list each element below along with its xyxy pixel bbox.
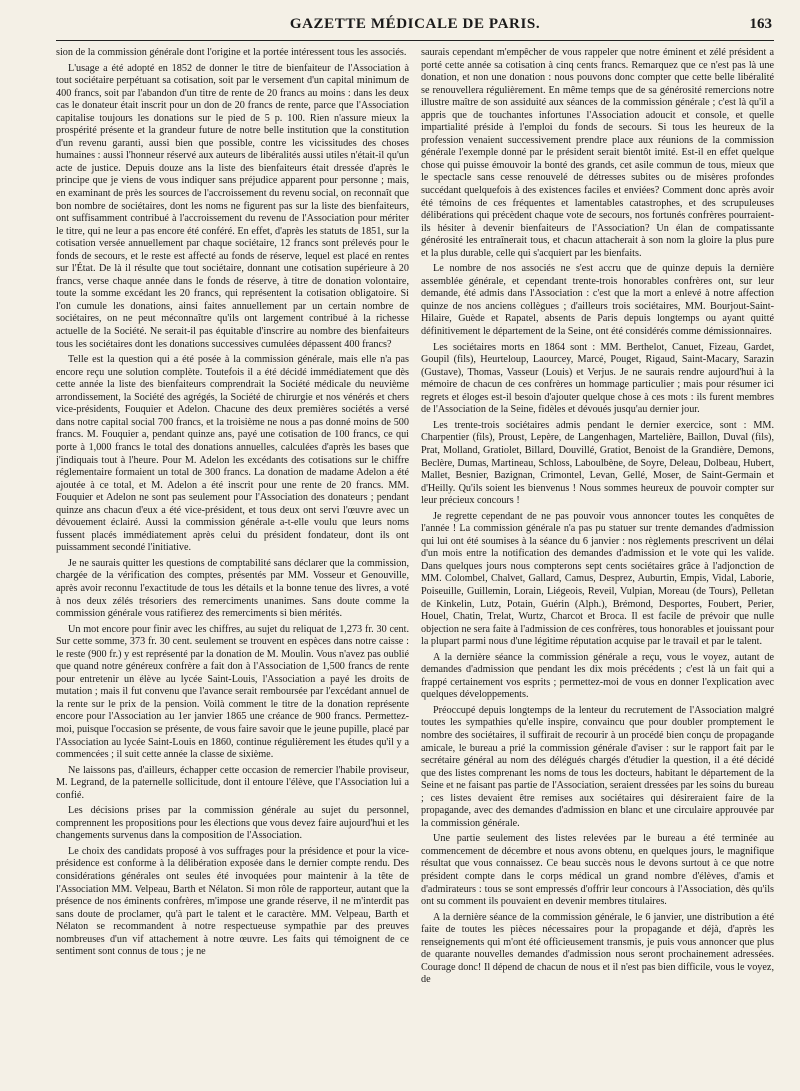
paragraph: Ne laissons pas, d'ailleurs, échapper cette occasion de remercier l'habile proviseur, M. Legrand, de la paternelle sollicitude, dont il entoure l'élève, que l'Association lui a confié.	[56, 764, 409, 801]
publication-title: GAZETTE MÉDICALE DE PARIS.	[289, 16, 541, 32]
paragraph: Le nombre de nos associés ne s'est accru que de quinze depuis la dernière assemblée générale, et cependant trente-trois honorables confrères ont, sur leur demande, été admis dans l'Association : c'est que la mort a enlevé à notre affection quinze de nos anciens collègues ; d'ailleurs trois sociétaires, MM. Bourjout-Saint-Hilaire, Guède et Rapatel, absents de Paris depuis longtemps ou ayant quitté définitivement le département de la Seine, ont été considérés comme démissionnaires.	[421, 263, 774, 338]
paragraph: Les décisions prises par la commission générale au sujet du personnel, comprennent les propositions pour les élections que vous devez faire aujourd'hui et les changements survenus dans la composition de l'Association.	[56, 805, 409, 842]
paragraph: A la dernière séance la commission générale a reçu, vous le voyez, autant de demandes d'admission que pendant les dix mois précédents ; c'est là un fait qui a frappé certainement vos esprits ; permettez-moi de vous en donner l'explication avec quelques développements.	[421, 651, 774, 701]
paragraph: L'usage a été adopté en 1852 de donner le titre de bienfaiteur de l'Association à tout sociétaire perpétuant sa cotisation, soit par le versement d'un capital minimum de 400 francs, soit par l'abandon d'un titre de rente de 20 francs au moins : dans les deux cas le donateur était inscrit pour un don de 20 francs de rente, parce que l'Association capitalise toujours les donations sur le pied de 5 p. 100. Rien n'assure mieux la prospérité présente et la grandeur future de notre belle institution que la constitution d'un revenu garanti, aussi bien que possible, contre les vicissitudes des choses humaines : aussi l'honneur réservé aux auteurs de libéralités aussi utiles n'était-il qu'un acte de justice. Depuis douze ans la liste des bienfaiteurs était dressée d'après le principe que je viens de vous indiquer sans préjudice apparent pour personne ; mais, en examinant de près les sources de l'accroissement du revenu social, on reconnaît que bon nombre de sociétaires, dont les noms ne figurent pas sur la liste des bienfaiteurs, ont suffisamment contribué à l'accroissement du revenu de l'Association pour mériter le titre, qui ne leur a pas encore été conféré. En effet, d'après les statuts de 1851, sur la cotisation versée annuellement par chaque sociétaire, 12 francs sont prélevés pour le fonds de secours, et le reste est affecté au fonds de réserve, lequel est placé en rentes sur l'État. De là il résulte que tout sociétaire, donnant une cotisation supérieure à 20 francs, verse chaque année dans le fonds de réserve, à titre de donation volontaire, toute la somme excédant les 20 francs, qui représentent la cotisation obligatoire. Si l'on cumule les donations, ainsi faites annuellement par un certain nombre de sociétaires, on ne peut méconnaître qu'ils ont largement contribué à la richesse actuelle de la Société. Ne serait-il pas équitable d'inscrire au nombre des bienfaiteurs tous les sociétaires dont les donations successives cumulées dépassent 400 francs?	[56, 62, 409, 350]
paragraph: Telle est la question qui a été posée à la commission générale, mais elle n'a pas encore reçu une solution complète. Toutefois il a été décidé immédiatement que dès cette année la liste des bienfaiteurs comprendrait la Société médicale du neuvième arrondissement, la Société des agrégés, la Société de chirurgie et nos vénérés et chers vice-présidents, Fouquier et Adelon. Chacune des deux premières sociétés a versé dans notre capital social 700 francs, et la troisième ne nous a pas donné moins de 500 francs. M. Fouquier a, pendant quinze ans, payé une cotisation de 100 francs, ce qui porte à 1,000 francs le total des donations annuelles, calculées d'après les bases que j'indiquais tout à l'heure. Pour M. Adelon les excédants des cotisations sur le chiffre réglementaire formaient un total de 300 francs. La donation de madame Adelon a été ajoutée à ce total, et M. Adelon a été inscrit pour une rente de 20 francs. MM. Fouquier et Adelon ne sont pas seulement pour l'Association des donateurs ; pendant quinze ans chacun d'eux a été vice-président, et tous deux ont servi l'œuvre avec un dévouement éclairé. Aussi la commission générale a-t-elle voulu que leurs noms fussent placés immédiatement après celui du président fondateur, dont ils ont puissamment secondé l'initiative.	[56, 354, 409, 554]
paragraph: Les trente-trois sociétaires admis pendant le dernier exercice, sont : MM. Charpentier (fils), Proust, Lepère, de Langenhagen, Martelière, Baillon, Duval (fils), Prat, Molland, Gratiolet, Billard, Douvillé, Gratiot, Benoist de la Grandière, Demons, Beclère, Dumas, Martineau, Schloss, Laboulbène, de Soyre, Deleau, Dolbeau, Hubert, Mallet, Besnier, Bazignan, Crimontel, Levan, Gellé, Moser, de Saint-Germain et d'Heilly. Qu'ils soient les bienvenus ! Nous sommes heureux de pouvoir compter sur leur précieux concours !	[421, 419, 774, 507]
paragraph: Une partie seulement des listes relevées par le bureau a été terminée au commencement de décembre et nous avons obtenu, en quelques jours, le magnifique résultat que vous connaissez. Ce beau succès nous le devons surtout à ce que notre président compte dans le corps médical un grand nombre d'élèves, d'amis et d'admirateurs : tous se sont empressés d'offrir leur concours à l'Association, dès qu'ils ont su comment ils pouvaient en devenir membres titulaires.	[421, 833, 774, 908]
left-column	[56, 47, 409, 1087]
right-column	[421, 47, 774, 1087]
text-columns	[56, 47, 774, 1087]
paragraph: saurais cependant m'empêcher de vous rappeler que notre éminent et zélé président a porté cette année sa cotisation à cinq cents francs. Remarquez que ce n'est pas là une donation, et non une donation : nous pouvons donc compter que cette belle libéralité se renouvellera régulièrement. En même temps que de sa générosité remercions notre illustre maître de son assiduité aux séances de la commission générale ; c'est là qu'il a appris que de touchantes infortunes l'Association adoucit et console, et quelle impartialité préside à l'emploi du fonds de secours. Si tous les heureux de la profession venaient successivement prendre place aux réunions de la commission générale l'exemple donné par le président serait bientôt imité. Est-il en effet quelque chose qui puisse émouvoir la bonté des grands, cet asile commun de tous, mieux que le spectacle sans cesse renouvelé de détresses subites ou de misères profondes succédant quelquefois à des existences faciles et enviées? Comment donc après avoir été témoins de ces fréquentes et lamentables catastrophes, et des scrupuleuses délibérations qui précèdent chaque vote de secours, nos fortunés confrères pourraient-ils hésiter à devenir bienfaiteurs de l'Association? Un élan de compatissante générosité les entraînerait tous, et chacun attacherait à son nom la gloire la plus pure et la plus durable, celle qui s'acquiert par les bienfaits.	[421, 47, 774, 259]
paragraph: Les sociétaires morts en 1864 sont : MM. Berthelot, Canuet, Fizeau, Gardet, Goupil (fils), Heurteloup, Laourcey, Marcé, Pouget, Rigaud, Saint-Macary, Sarazin (Gustave), Thomas, Vasseur (Louis) et Verjus. Je ne saurais rendre aujourd'hui à la mémoire de chacun de ces confrères un hommage particulier ; mais pour résumer ici regrets et éloges est-il besoin d'ajouter quelque chose à ces mots : ils furent membres de l'Association de la Seine, fidèles et dévoués jusqu'au dernier jour.	[421, 341, 774, 416]
paragraph: sion de la commission générale dont l'origine et la portée intéressent tous les associés.	[56, 47, 407, 58]
paragraph: Préoccupé depuis longtemps de la lenteur du recrutement de l'Association malgré toutes les sympathies qu'elle inspire, convaincu que pour doubler promptement le nombre des sociétaires, il suffirait de recourir à un procédé bien conçu de propagande amicale, le bureau a prié la commission générale d'aviser : sur le rapport fait par le secrétaire général au nom des délégués chargés d'étudier la question, il a été décidé que des listes comprenant les noms de tous les docteurs, habitant le département de la Seine et ne faisant pas partie de l'Association, seraient dressées par les soins du bureau ; ces listes devaient être remises aux sociétaires qui désireraient faire de la propagande, avec des demandes d'admission en blanc et une circulaire approuvée par la commission générale.	[421, 704, 774, 829]
page-number: 163	[749, 16, 772, 32]
paragraph: Je ne saurais quitter les questions de comptabilité sans déclarer que la commission, chargée de la vérification des comptes, présentés par MM. Vosseur et Genouville, après avoir reconnu l'exactitude de tous les détails et la bonne tenue des livres, a voté à nos deux zélés trésoriers des remerciments unanimes. Sans doute comme la commission générale vous ratifierez des remerciments si bien mérités.	[56, 557, 409, 620]
paragraph: Le choix des candidats proposé à vos suffrages pour la présidence et pour la vice-présidence est conforme à la délibération exposée dans le dernier compte rendu. Des considérations générales ont seules été invoquées pour maintenir à la tête de l'Association MM. Velpeau, Barth et Nélaton. Si mon rôle de rapporteur, autant que la présence de nos éminents confrères, m'impose une grande réserve, il ne m'interdit pas sans doute de proclamer, qu'à part le talent et le caractère. MM. Velpeau, Barth et Nélaton se recommandent à notre respectueuse sympathie par des preuves nombreuses d'un vif attachement à notre œuvre. Les faits qui témoignent de ce sentiment sont connus de tous ; je ne	[56, 845, 409, 958]
masthead	[56, 14, 774, 41]
paragraph: A la dernière séance de la commission générale, le 6 janvier, une distribution a été faite de toutes les pièces nécessaires pour la propagande et déjà, d'après les renseignements qui m'ont été officieusement transmis, je puis vous annoncer que plus de quarante nouvelles demandes d'admission nous seront prochainement adressées. Courage donc! Il dépend de chacun de nous et il n'est pas bien difficile, vous le voyez, de	[421, 911, 774, 986]
paragraph: Un mot encore pour finir avec les chiffres, au sujet du reliquat de 1,273 fr. 30 cent. Sur cette somme, 373 fr. 30 cent. seulement se trouvent en espèces dans notre caisse : le reste (900 fr.) y est représenté par la donation de M. Moulin. Vous n'avez pas oublié que quand notre généreux confrère a fait don à l'Association de 1,500 francs de rente pour entretenir un élève au lycée Saint-Louis, l'Association a payé les droits de mutation ; mais il fut convenu que l'avance serait remboursée par l'excédant annuel de la rente sur le prix de la pension. Voilà comment le titre de la donation représente encore pour l'Association au 1er janvier 1865 une créance de 900 francs. Permettez-moi, puisque l'occasion se présente, de vous faire savoir que le jeune pupille, placé par l'Association au lycée Saint-Louis en 1860, continue régulièrement les études qu'il y a commencées ; il suit cette année la classe de sixième.	[56, 623, 409, 761]
paragraph: Je regrette cependant de ne pas pouvoir vous annoncer toutes les conquêtes de l'année ! La commission générale n'a pas pu statuer sur trente demandes d'admission qui lui ont été soumises à la séance du 6 janvier : nos règlements prescrivent un délai d'un mois entre la notification des demandes d'admission et le vote qui les valide. Dans quelques jours nous compterons sept cents sociétaires grâce à l'adjonction de MM. Colombel, Chalvet, Gallard, Camus, Desprez, Auburtin, Empis, Vidal, Laborie, Poiseuille, Guillemin, Lorain, Liégeois, Reveil, Vulpian, Moreau (de Tours), Pelletan de Kinkelin, Lutz, Potain, Guérin (Alph.), Brémond, Desportes, Foubert, Perier, Houel, Chatin, Trelat, Wurtz, Charcot et Broca. Il est facile de prévoir que nulle objection ne sera faite à l'admission de ces confrères, tous honorables et jouissant pour la plupart parmi nous d'une légitime réputation acquise par le travail et par le talent.	[421, 510, 774, 648]
